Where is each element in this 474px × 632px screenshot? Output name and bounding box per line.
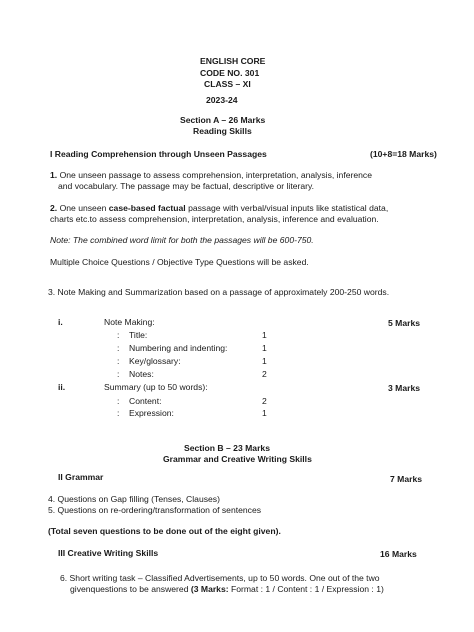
doc-year: 2023-24	[206, 95, 238, 105]
summary-label: Summary (up to 50 words):	[104, 382, 208, 392]
item2-text-pre: One unseen	[59, 203, 109, 213]
summary-row-label: Expression:	[129, 408, 174, 418]
note-row-value: 1	[262, 343, 267, 353]
item4-text: 4. Questions on Gap filling (Tenses, Clauses)	[48, 494, 220, 504]
part1-marks: (10+8=18 Marks)	[370, 149, 437, 159]
item1-number: 1.	[50, 170, 58, 180]
item6-line2-bold: (3 Marks:	[190, 584, 229, 594]
item6-line2	[70, 584, 384, 595]
section-a-subheading: Reading Skills	[193, 126, 252, 136]
item2-number: 2.	[50, 203, 58, 213]
note-row-sep: :	[117, 356, 120, 366]
summary-row-label: Content:	[129, 396, 162, 406]
doc-code: CODE NO. 301	[200, 68, 260, 78]
section-b-subheading: Grammar and Creative Writing Skills	[163, 454, 312, 464]
item2-line1	[50, 203, 388, 214]
item5-text: 5. Questions on re-ordering/transformation of sentences	[48, 505, 262, 515]
doc-class: CLASS – XI	[204, 79, 251, 89]
part1-title: I Reading Comprehension through Unseen Passages	[50, 149, 267, 159]
note-row-value: 1	[262, 330, 267, 340]
note-row-sep: :	[117, 343, 120, 353]
grammar-title: II Grammar	[58, 472, 104, 482]
total-note: (Total seven questions to be done out of the eight given).	[48, 526, 281, 536]
note-row-sep: :	[117, 369, 120, 379]
item2-line2: charts etc.to assess comprehension, interpretation, analysis, inference and evaluation.	[50, 214, 379, 224]
item6-line1: 6. Short writing task – Classified Advertisements, up to 50 words. One out of the two	[60, 573, 380, 583]
summary-row-sep: :	[117, 408, 120, 418]
doc-title: ENGLISH CORE	[200, 56, 266, 66]
item6-line2-post: Format : 1 / Content : 1 / Expression : 1)	[228, 584, 384, 594]
summary-marks: 3 Marks	[388, 383, 421, 393]
note-row-label: Notes:	[129, 369, 154, 379]
note-row-label: Title:	[129, 330, 148, 340]
mcq-note: Multiple Choice Questions / Objective Type Questions will be asked.	[50, 257, 309, 267]
item1-line2: and vocabulary. The passage may be factual, descriptive or literary.	[58, 181, 315, 191]
item1-text-1: One unseen passage to assess comprehension, interpretation, analysis, inference	[59, 170, 372, 180]
item3-text: 3. Note Making and Summarization based on a passage of approximately 200-250 words.	[48, 287, 390, 297]
note-row-sep: :	[117, 330, 120, 340]
grammar-marks: 7 Marks	[390, 474, 423, 484]
summary-number: ii.	[58, 382, 66, 392]
note-row-label: Numbering and indenting:	[129, 343, 228, 353]
section-b-heading: Section B – 23 Marks	[184, 443, 270, 453]
note-making-number: i.	[58, 317, 63, 327]
note-row-value: 2	[262, 369, 267, 379]
item2-text-bold: case-based factual	[108, 203, 186, 213]
summary-row-value: 1	[262, 408, 267, 418]
creative-marks: 16 Marks	[380, 549, 417, 559]
section-a-heading: Section A – 26 Marks	[180, 115, 266, 125]
note-row	[117, 330, 119, 341]
item2-text-post: passage with verbal/visual inputs like statistical data,	[185, 203, 389, 213]
summary-row-sep: :	[117, 396, 120, 406]
summary-row-value: 2	[262, 396, 267, 406]
item6-line2-pre: givenquestions to be answered	[70, 584, 191, 594]
note-making-marks: 5 Marks	[388, 318, 421, 328]
note-row-value: 1	[262, 356, 267, 366]
note-making-label: Note Making:	[104, 317, 155, 327]
item1-line1	[50, 170, 372, 181]
creative-title: III Creative Writing Skills	[58, 548, 159, 558]
passage-note: Note: The combined word limit for both the passages will be 600-750.	[50, 235, 314, 245]
note-row-label: Key/glossary:	[129, 356, 181, 366]
